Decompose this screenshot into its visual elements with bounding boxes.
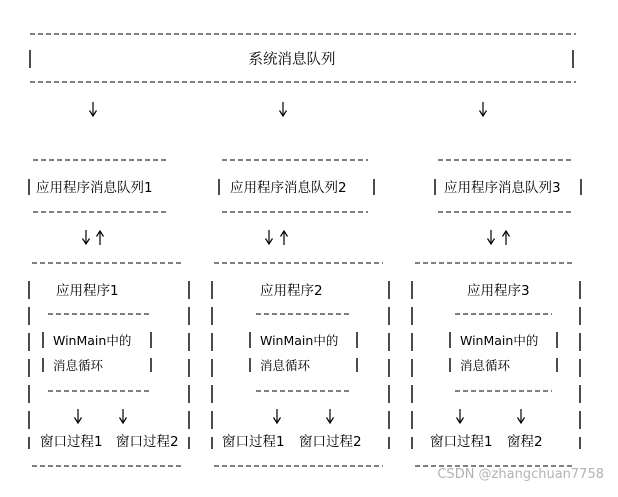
down-arrow-icon xyxy=(518,409,525,423)
app-queue-label: 应用程序消息队列2 xyxy=(230,180,347,196)
window-proc-a: 窗口过程1 xyxy=(40,434,103,450)
app-queue-box-1 xyxy=(29,160,168,212)
app-queue-label: 应用程序消息队列3 xyxy=(444,180,561,196)
loop-line-1: WinMain中的 xyxy=(260,333,339,348)
down-arrow-icon xyxy=(327,409,334,423)
system-queue-box xyxy=(30,34,576,82)
csdn-watermark: CSDN @zhangchuan7758 xyxy=(437,467,604,482)
app-queue-label: 应用程序消息队列1 xyxy=(36,180,153,196)
down-arrow-icon xyxy=(280,102,287,116)
app-name: 应用程序3 xyxy=(467,283,530,299)
down-arrow-icon xyxy=(75,409,82,423)
window-proc-a: 窗口过程1 xyxy=(222,434,285,450)
app-name: 应用程序2 xyxy=(260,283,323,299)
app-queue-box-3 xyxy=(435,160,581,212)
down-arrow-icon xyxy=(480,102,487,116)
loop-line-1: WinMain中的 xyxy=(460,333,539,348)
app-box-2 xyxy=(212,263,389,466)
app-queue-box-2 xyxy=(219,160,374,212)
window-proc-b: 窗口过程2 xyxy=(299,434,362,450)
app-name: 应用程序1 xyxy=(56,283,119,299)
window-proc-a: 窗口过程1 xyxy=(430,434,493,450)
down-up-arrows-icon xyxy=(266,230,288,245)
down-up-arrows-icon xyxy=(83,230,104,245)
loop-line-2: 消息循环 xyxy=(460,358,511,373)
down-arrow-icon xyxy=(457,409,464,423)
down-up-arrows-icon xyxy=(488,230,510,245)
window-proc-b: 窗口过程2 xyxy=(116,434,179,450)
loop-line-2: 消息循环 xyxy=(260,358,311,373)
window-proc-b: 窗程2 xyxy=(507,434,543,450)
system-to-app-arrows xyxy=(90,102,487,116)
down-arrow-icon xyxy=(120,409,127,423)
system-queue-label: 系统消息队列 xyxy=(248,52,336,68)
app-box-1 xyxy=(29,263,189,466)
down-arrow-icon xyxy=(90,102,97,116)
loop-line-2: 消息循环 xyxy=(53,358,104,373)
down-arrow-icon xyxy=(274,409,281,423)
loop-line-1: WinMain中的 xyxy=(53,333,132,348)
queue-app-arrows xyxy=(83,230,510,245)
app-box-3 xyxy=(412,263,580,466)
